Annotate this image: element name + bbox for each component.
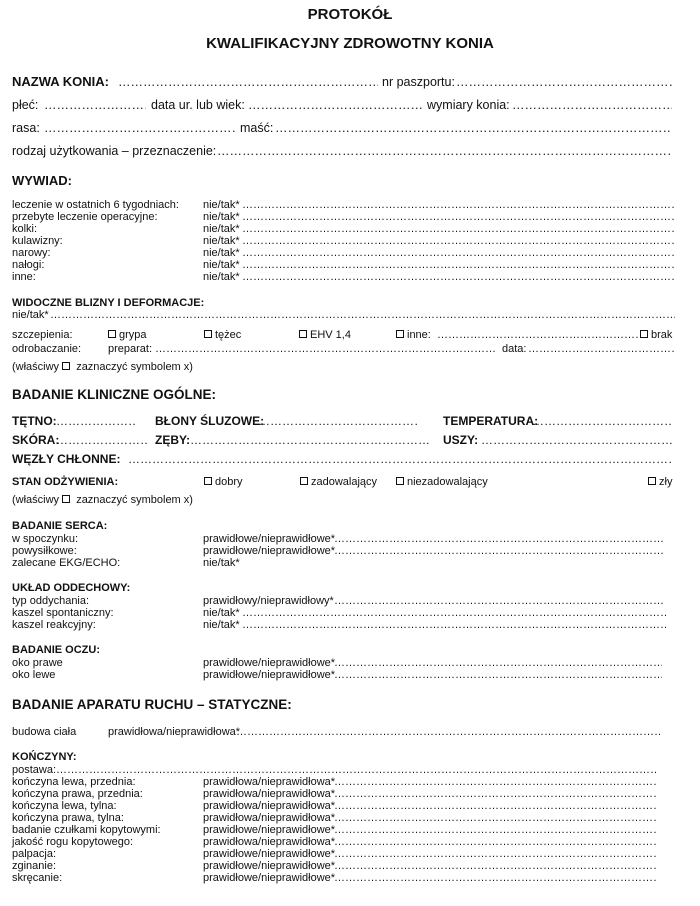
- ears-field[interactable]: [481, 433, 672, 448]
- history-heading: WYWIAD:: [12, 173, 72, 188]
- limb-item-label: badanie czułkami kopytowymi:: [12, 824, 161, 836]
- limb-item-label: kończyna lewa, tylna:: [12, 800, 117, 812]
- history-item-field[interactable]: [242, 223, 675, 235]
- history-note: (właściwy zaznaczyć symbolem x): [12, 361, 193, 373]
- vacc-option-flu[interactable]: grypa: [108, 329, 147, 342]
- limb-item-value[interactable]: prawidłowe/nieprawidłowe*: [203, 848, 336, 860]
- color-field[interactable]: [275, 121, 672, 136]
- history-item-value[interactable]: nie/tak*: [203, 247, 240, 259]
- vacc-option-other[interactable]: inne:: [396, 329, 431, 342]
- nutrition-label: STAN ODŻYWIENIA:: [12, 476, 119, 488]
- eyes-item-value[interactable]: prawidłowe/nieprawidłowe*: [203, 657, 336, 669]
- clinical-note: (właściwy zaznaczyć symbolem x): [12, 494, 193, 506]
- build-label: budowa ciała: [12, 726, 77, 738]
- history-item-field[interactable]: [242, 199, 675, 211]
- nutrition-option-satisfactory[interactable]: zadowalający: [300, 476, 377, 489]
- history-item-label: inne:: [12, 271, 36, 283]
- checkbox-icon[interactable]: [640, 330, 648, 338]
- checkbox-icon: [62, 362, 70, 370]
- heart-item-label: w spoczynku:: [12, 533, 79, 545]
- eyes-item-label: oko prawe: [12, 657, 63, 669]
- eyes-item-field[interactable]: [334, 669, 662, 681]
- date-field[interactable]: [528, 343, 675, 355]
- title-line-2: KWALIFIKACYJNY ZDROWOTNY KONIA: [206, 35, 494, 52]
- limb-item-label: kończyna prawa, przednia:: [12, 788, 143, 800]
- preparation-field[interactable]: [155, 343, 497, 355]
- vaccination-label: szczepienia:: [12, 329, 73, 341]
- stance-field[interactable]: [56, 764, 658, 776]
- history-item-value[interactable]: nie/tak*: [203, 223, 240, 235]
- history-item-field[interactable]: [242, 271, 675, 283]
- color-label: maść:: [240, 121, 274, 135]
- use-label: rodzaj użytkowania – przeznaczenie:: [12, 144, 217, 158]
- pulse-field[interactable]: [56, 414, 136, 429]
- limb-item-field[interactable]: [334, 848, 658, 860]
- scars-field[interactable]: [50, 309, 675, 321]
- limb-item-field[interactable]: [334, 788, 658, 800]
- horse-name-field[interactable]: [118, 75, 378, 90]
- limb-item-label: skręcanie:: [12, 872, 63, 884]
- checkbox-icon[interactable]: [108, 330, 116, 338]
- stance-label: postawa:: [12, 764, 57, 776]
- history-item-field[interactable]: [242, 211, 675, 223]
- vacc-option-tetanus[interactable]: tężec: [204, 329, 241, 342]
- history-item-value[interactable]: nie/tak*: [203, 259, 240, 271]
- limb-item-value[interactable]: prawidłowa/nieprawidłowa*: [203, 800, 336, 812]
- resp-item-value[interactable]: prawidłowy/nieprawidłowy*: [203, 595, 334, 607]
- resp-item-label: kaszel spontaniczny:: [12, 607, 114, 619]
- eyes-heading: BADANIE OCZU:: [12, 644, 100, 656]
- scars-value[interactable]: nie/tak*: [12, 309, 49, 321]
- sex-field[interactable]: [44, 98, 146, 113]
- history-item-label: nałogi:: [12, 259, 45, 271]
- history-item-label: kulawizny:: [12, 235, 63, 247]
- history-item-label: leczenie w ostatnich 6 tygodniach:: [12, 199, 179, 211]
- clinical-heading: BADANIE KLINICZNE OGÓLNE:: [12, 387, 216, 402]
- resp-item-value[interactable]: nie/tak*: [203, 607, 240, 619]
- limb-item-value[interactable]: prawidłowa/nieprawidłowa*: [203, 812, 336, 824]
- checkbox-icon: [62, 495, 70, 503]
- history-item-value[interactable]: nie/tak*: [203, 235, 240, 247]
- limb-item-label: kończyna prawa, tylna:: [12, 812, 124, 824]
- history-item-label: narowy:: [12, 247, 51, 259]
- limb-item-value[interactable]: prawidłowe/nieprawidłowe*: [203, 860, 336, 872]
- breed-field[interactable]: [44, 121, 236, 136]
- history-item-value[interactable]: nie/tak*: [203, 211, 240, 223]
- checkbox-icon[interactable]: [648, 477, 656, 485]
- birth-label: data ur. lub wiek:: [151, 98, 245, 112]
- pulse-label: TĘTNO:: [12, 414, 57, 428]
- limb-item-field[interactable]: [334, 800, 658, 812]
- mucosa-field[interactable]: [258, 414, 418, 429]
- resp-item-label: kaszel reakcyjny:: [12, 619, 96, 631]
- resp-item-field[interactable]: [242, 619, 666, 631]
- limb-item-value[interactable]: prawidłowe/nieprawidłowe*: [203, 872, 336, 884]
- limb-item-field[interactable]: [334, 860, 658, 872]
- checkbox-icon[interactable]: [299, 330, 307, 338]
- history-item-label: kolki:: [12, 223, 38, 235]
- limb-item-label: jakość rogu kopytowego:: [12, 836, 134, 848]
- history-item-value[interactable]: nie/tak*: [203, 271, 240, 283]
- scars-heading: WIDOCZNE BLIZNY I DEFORMACJE:: [12, 297, 205, 309]
- resp-item-field[interactable]: [334, 595, 664, 607]
- title-line-1: PROTOKÓŁ: [307, 6, 393, 23]
- limb-item-value[interactable]: prawidłowa/nieprawidłowa*: [203, 776, 336, 788]
- history-item-field[interactable]: [242, 247, 675, 259]
- temperature-field[interactable]: [532, 414, 672, 429]
- checkbox-icon[interactable]: [204, 330, 212, 338]
- respiratory-heading: UKŁAD ODDECHOWY:: [12, 582, 131, 594]
- resp-item-value[interactable]: nie/tak*: [203, 619, 240, 631]
- horse-name-label: NAZWA KONIA:: [12, 74, 110, 89]
- eyes-item-value[interactable]: prawidłowe/nieprawidłowe*: [203, 669, 336, 681]
- limb-item-field[interactable]: [334, 776, 658, 788]
- teeth-label: ZĘBY:: [155, 433, 191, 447]
- eyes-item-field[interactable]: [334, 657, 662, 669]
- mucosa-label: BŁONY ŚLUZOWE:: [155, 414, 265, 428]
- birth-field[interactable]: [248, 98, 422, 113]
- limb-item-field[interactable]: [334, 812, 658, 824]
- heart-item-value[interactable]: prawidłowe/nieprawidłowe*: [203, 545, 336, 557]
- limb-item-label: kończyna lewa, przednia:: [12, 776, 136, 788]
- heart-item-field[interactable]: [334, 545, 664, 557]
- passport-field[interactable]: [456, 75, 672, 90]
- history-item-label: przebyte leczenie operacyjne:: [12, 211, 158, 223]
- limb-item-value[interactable]: prawidłowa/nieprawidłowa*: [203, 836, 336, 848]
- history-item-value[interactable]: nie/tak*: [203, 199, 240, 211]
- limbs-heading: KOŃCZYNY:: [12, 751, 77, 763]
- limb-item-label: palpacja:: [12, 848, 57, 860]
- nutrition-option-unsatisfactory[interactable]: niezadowalający: [396, 476, 488, 489]
- temperature-label: TEMPERATURA:: [443, 414, 539, 428]
- checkbox-icon[interactable]: [396, 330, 404, 338]
- limb-item-label: zginanie:: [12, 860, 57, 872]
- checkbox-icon[interactable]: [204, 477, 212, 485]
- nutrition-option-good[interactable]: dobry: [204, 476, 243, 489]
- nutrition-option-bad[interactable]: zły: [648, 476, 672, 489]
- history-item-field[interactable]: [242, 259, 675, 271]
- limb-item-field[interactable]: [334, 836, 658, 848]
- resp-item-label: typ oddychania:: [12, 595, 90, 607]
- limb-item-value[interactable]: prawidłowe/nieprawidłowe*: [203, 824, 336, 836]
- resp-item-field[interactable]: [242, 607, 666, 619]
- skin-label: SKÓRA:: [12, 433, 60, 447]
- date-label: data:: [502, 343, 527, 355]
- checkbox-icon[interactable]: [396, 477, 404, 485]
- vacc-option-ehv[interactable]: EHV 1,4: [299, 329, 351, 342]
- build-field[interactable]: [236, 726, 662, 738]
- deworming-label: odrobaczanie:: [12, 343, 82, 355]
- dimensions-label: wymiary konia:: [427, 98, 510, 112]
- breed-label: rasa:: [12, 121, 40, 135]
- heart-item-field[interactable]: [334, 533, 664, 545]
- vacc-other-field[interactable]: [437, 329, 639, 341]
- lymph-label: WĘZŁY CHŁONNE:: [12, 452, 121, 466]
- checkbox-icon[interactable]: [300, 477, 308, 485]
- heart-item-value[interactable]: nie/tak*: [203, 557, 240, 569]
- build-value[interactable]: prawidłowa/nieprawidłowa*: [108, 726, 241, 738]
- limb-item-field[interactable]: [334, 872, 658, 884]
- limb-item-field[interactable]: [334, 824, 658, 836]
- heart-item-value[interactable]: prawidłowe/nieprawidłowe*: [203, 533, 336, 545]
- locomotor-heading: BADANIE APARATU RUCHU – STATYCZNE:: [12, 697, 292, 712]
- dimensions-field[interactable]: [512, 98, 672, 113]
- vacc-option-none[interactable]: brak: [640, 329, 672, 342]
- limb-item-value[interactable]: prawidłowa/nieprawidłowa*: [203, 788, 336, 800]
- ears-label: USZY:: [443, 433, 479, 447]
- preparation-label: preparat:: [108, 343, 153, 355]
- eyes-item-label: oko lewe: [12, 669, 56, 681]
- lymph-field[interactable]: [128, 452, 672, 467]
- passport-label: nr paszportu:: [382, 75, 455, 89]
- teeth-field[interactable]: [190, 433, 430, 448]
- use-field[interactable]: [217, 144, 672, 159]
- skin-field[interactable]: [56, 433, 148, 448]
- heart-item-label: powysiłkowe:: [12, 545, 77, 557]
- history-item-field[interactable]: [242, 235, 675, 247]
- heart-item-label: zalecane EKG/ECHO:: [12, 557, 121, 569]
- heart-heading: BADANIE SERCA:: [12, 520, 108, 532]
- sex-label: płeć:: [12, 98, 39, 112]
